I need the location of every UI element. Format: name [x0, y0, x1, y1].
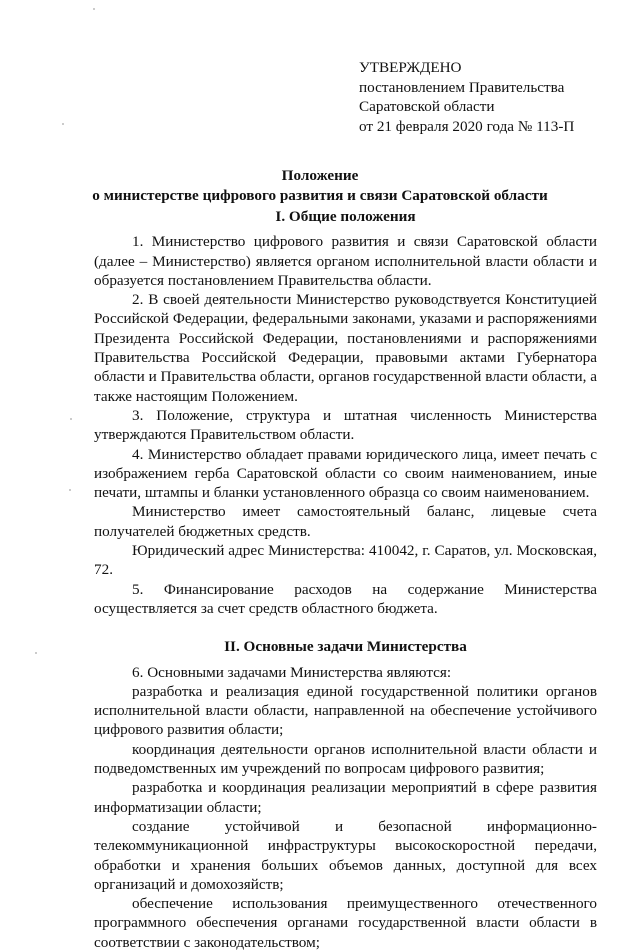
paragraph: обеспечение использования преимущественного отечественного программного обеспечения органами государственной власти области в соответствии с законодательством;: [94, 895, 597, 951]
approval-line-2: постановлением Правительства: [359, 78, 565, 96]
paragraph: 2. В своей деятельности Министерство руководствуется Конституцией Российской Федерации, федеральными законами, указами и распоряжениями Президента Российской Федерации, постановлениями и распоряжениями Правительства Российской Федерации, правовыми актами Губернатора области и Правительства области, органов государственной власти области, а также настоящим Положением.: [94, 291, 597, 405]
document-body: [94, 207, 597, 952]
scan-speck: [69, 489, 71, 491]
paragraph: разработка и координация реализации мероприятий в сфере развития информатизации области;: [94, 779, 597, 816]
scan-speck: [93, 8, 95, 10]
paragraph: 1. Министерство цифрового развития и связи Саратовской области (далее – Министерство) является органом исполнительной власти области и образуется постановлением Правительства области.: [94, 233, 597, 289]
approval-line-3: Саратовской области: [359, 98, 495, 115]
scan-speck: [70, 418, 72, 420]
scan-speck: [35, 652, 37, 654]
approval-stamp: [359, 58, 574, 136]
paragraph: Юридический адрес Министерства: 410042, г. Саратов, ул. Московская, 72.: [94, 542, 597, 579]
paragraph: 3. Положение, структура и штатная численность Министерства утверждаются Правительством области.: [94, 406, 597, 444]
section-1-heading: I. Общие положения: [275, 208, 416, 225]
document-title-line-2: о министерстве цифрового развития и связи Саратовской области: [92, 186, 548, 204]
paragraph: создание устойчивой и безопасной информационно-телекоммуникационной инфраструктуры высокоскоростной передачи, обработки и хранения больших объемов данных, доступной для всех организаций и домохозяйств;: [94, 817, 597, 893]
document-title-line-1: Положение: [281, 167, 359, 184]
section-2-heading: II. Основные задачи Министерства: [224, 638, 467, 656]
approval-line-1: УТВЕРЖДЕНО: [359, 59, 462, 76]
paragraph: 4. Министерство обладает правами юридического лица, имеет печать с изображением герба Саратовской области со своим наименованием, иные печати, штампы и бланки установленного образца со своим наименованием.: [94, 445, 597, 502]
approval-line-4: от 21 февраля 2020 года № 113-П: [359, 117, 575, 135]
paragraph: 5. Финансирование расходов на содержание Министерства осуществляется за счет средств областного бюджета.: [94, 580, 597, 617]
paragraph: Министерство имеет самостоятельный баланс, лицевые счета получателей бюджетных средств.: [94, 503, 597, 540]
paragraph: разработка и реализация единой государственной политики органов исполнительной власти области, направленной на обеспечение устойчивого цифрового развития области;: [94, 682, 597, 739]
paragraph: 6. Основными задачами Министерства являются:: [132, 663, 452, 681]
paragraph: координация деятельности органов исполнительной власти области и подведомственных им учреждений по вопросам цифрового развития;: [94, 740, 597, 778]
document-title: [80, 166, 560, 205]
scan-speck: [62, 123, 64, 125]
